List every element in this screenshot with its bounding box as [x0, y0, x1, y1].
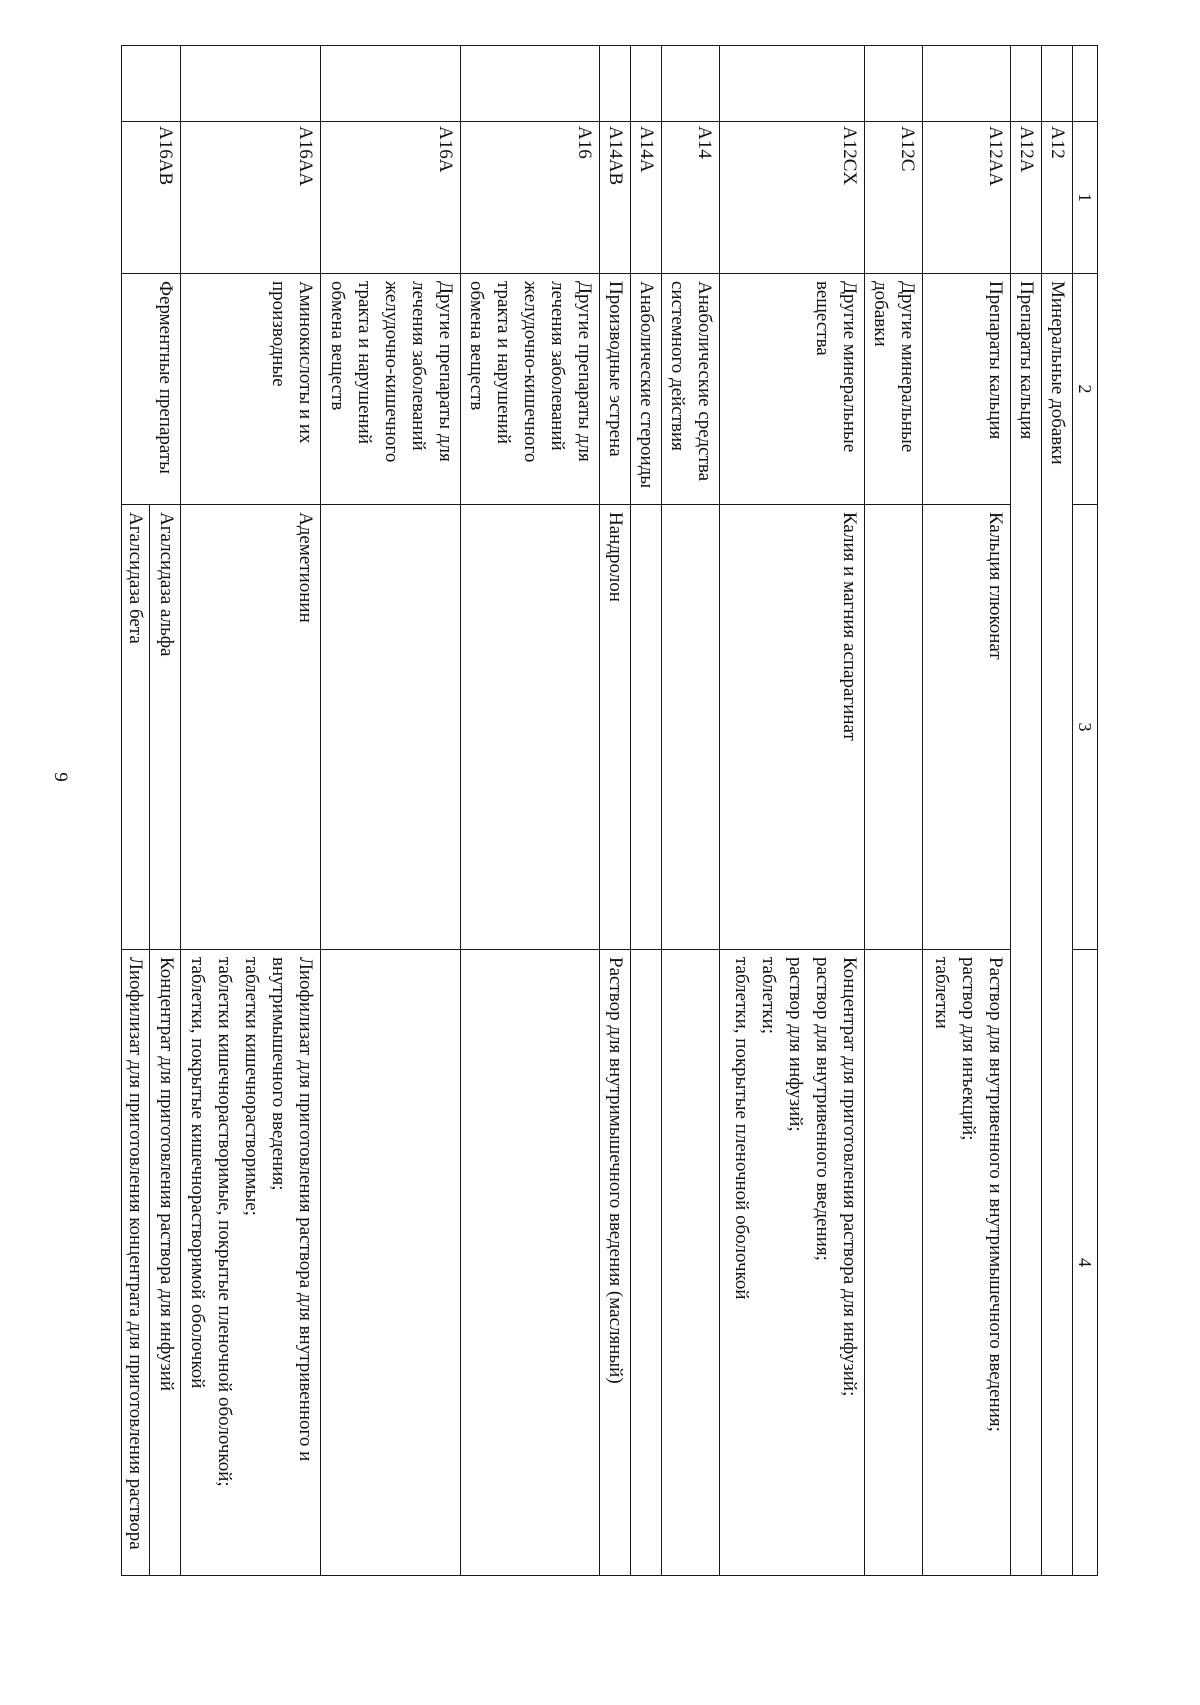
- table-row: [600, 46, 631, 1576]
- atc-code: A12C: [865, 122, 923, 274]
- empty-cell: [150, 46, 181, 122]
- empty-cell: [321, 46, 461, 122]
- group-name: Другие минеральные вещества: [720, 274, 865, 505]
- atc-code: [122, 122, 150, 274]
- drug-name: Адеметионин: [181, 505, 321, 950]
- atc-code: A14AB: [600, 122, 631, 274]
- group-name: Аминокислоты и их производные: [181, 274, 321, 505]
- table-row: [321, 46, 461, 1576]
- atc-code: A16A: [321, 122, 461, 274]
- table-row: [1011, 46, 1042, 1576]
- header-cell-empty: [1073, 46, 1098, 122]
- group-name: Анаболические средства системного действия: [662, 274, 720, 505]
- group-name: Ферментные препараты: [150, 274, 181, 505]
- drug-table: [122, 45, 1099, 1576]
- dosage-forms: Раствор для внутримышечного введения (масляный): [600, 950, 631, 1576]
- dosage-forms: [321, 950, 461, 1576]
- group-name: Анаболические стероиды: [631, 274, 662, 505]
- group-name: Другие препараты для лечения заболеваний желудочно-кишечного тракта и нарушений обмена веществ: [461, 274, 600, 505]
- drug-table-rotated: [113, 45, 1098, 1575]
- table-row: [461, 46, 600, 1576]
- atc-code: A12AA: [923, 122, 1011, 274]
- dosage-forms: Концентрат для приготовления раствора для инфузий: [150, 950, 181, 1576]
- atc-code: A14A: [631, 122, 662, 274]
- empty-cell: [181, 46, 321, 122]
- table-row: [865, 46, 923, 1576]
- drug-name: [321, 505, 461, 950]
- dosage-forms: Лиофилизат для приготовления концентрата для приготовления раствора: [122, 950, 150, 1576]
- atc-code: A12CX: [720, 122, 865, 274]
- drug-name: Нандролон: [600, 505, 631, 950]
- table-row: [923, 46, 1011, 1576]
- dosage-forms: Раствор для внутривенного и внутримышечного введения; раствор для инъекций; таблетки: [923, 950, 1011, 1576]
- header-cell: 4: [1073, 950, 1098, 1576]
- empty-cell: [461, 46, 600, 122]
- group-name: Другие препараты для лечения заболеваний желудочно-кишечного тракта и нарушений обмена веществ: [321, 274, 461, 505]
- header-cell: 1: [1073, 122, 1098, 274]
- atc-code: A12: [1042, 122, 1073, 274]
- empty-cell: [865, 46, 923, 122]
- drug-name: [631, 505, 662, 950]
- table-row: [662, 46, 720, 1576]
- empty-cell: [600, 46, 631, 122]
- table-row: [631, 46, 662, 1576]
- group-name: Производные эстрена: [600, 274, 631, 505]
- empty-cell: [122, 46, 150, 122]
- header-cell: 3: [1073, 505, 1098, 950]
- drug-name: [865, 505, 923, 950]
- table-row: [150, 46, 181, 1576]
- drug-name: [461, 505, 600, 950]
- dosage-forms: [631, 950, 662, 1576]
- dosage-forms: Концентрат для приготовления раствора для инфузий; раствор для внутривенного введения; раствор для инфузий; таблетки; таблетки, покрытые пленочной оболочкой: [720, 950, 865, 1576]
- empty-cell: [1011, 46, 1042, 122]
- drug-name: [662, 505, 720, 950]
- page-number: 9: [50, 772, 71, 782]
- empty-cell: [1042, 46, 1073, 122]
- drug-name: Агалсидаза альфа: [150, 505, 181, 950]
- atc-code: A14: [662, 122, 720, 274]
- header-cell: 2: [1073, 274, 1098, 505]
- drug-name: Калия и магния аспарагинат: [720, 505, 865, 950]
- dosage-forms: Лиофилизат для приготовления раствора для внутривенного и внутримышечного введения; таблетки кишечнорастворимые; таблетки кишечнорастворимые, покрытые пленочной оболочкой; таблетки, покрытые кишечнорастворимой оболочкой: [181, 950, 321, 1576]
- dosage-forms: [662, 950, 720, 1576]
- empty-cell: [631, 46, 662, 122]
- atc-code: A12A: [1011, 122, 1042, 274]
- atc-code: A16: [461, 122, 600, 274]
- dosage-forms: [461, 950, 600, 1576]
- atc-code: A16AB: [150, 122, 181, 274]
- empty-cell: [923, 46, 1011, 122]
- table-row: [720, 46, 865, 1576]
- header-row: [1073, 46, 1098, 1576]
- group-name: Другие минеральные добавки: [865, 274, 923, 505]
- drug-name: Кальция глюконат: [923, 505, 1011, 950]
- table-row: [122, 46, 150, 1576]
- table-row: [181, 46, 321, 1576]
- drug-name: Агалсидаза бета: [122, 505, 150, 950]
- atc-code: A16AA: [181, 122, 321, 274]
- group-name: [122, 274, 150, 505]
- table-row: [1042, 46, 1073, 1576]
- group-name: Препараты кальция: [923, 274, 1011, 505]
- group-name: Препараты кальция: [1011, 274, 1042, 1576]
- empty-cell: [662, 46, 720, 122]
- dosage-forms: [865, 950, 923, 1576]
- empty-cell: [720, 46, 865, 122]
- group-name: Минеральные добавки: [1042, 274, 1073, 1576]
